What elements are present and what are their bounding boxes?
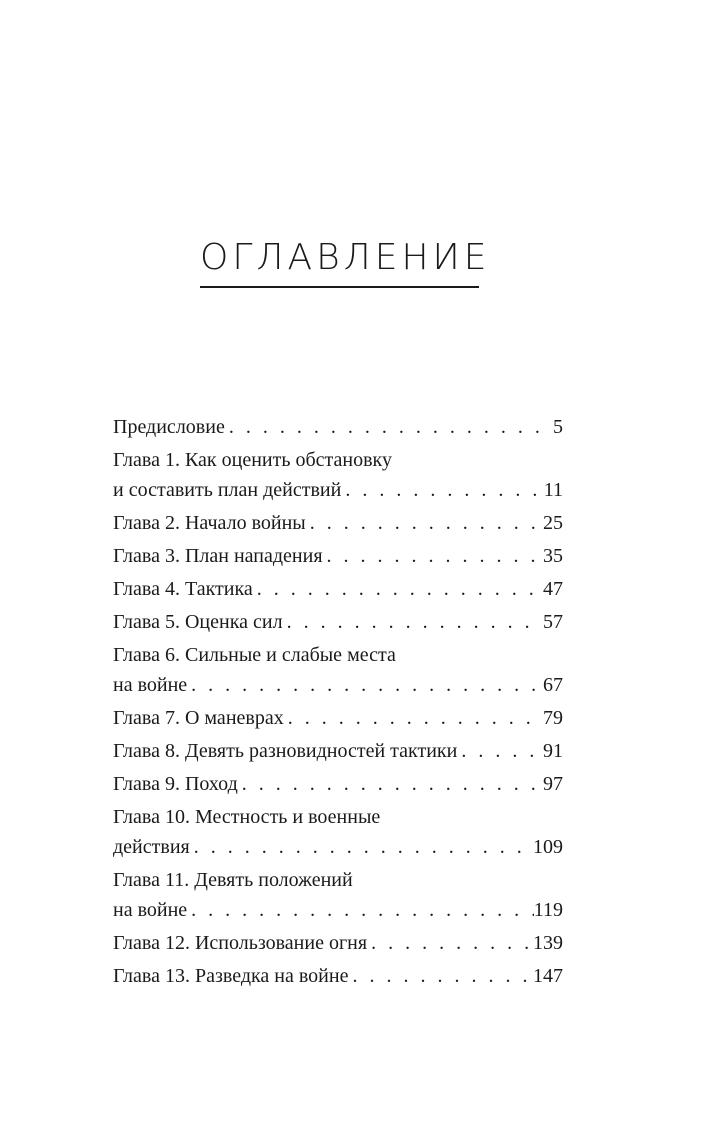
toc-entry-line [113, 769, 563, 799]
dot-leader [348, 961, 533, 991]
toc-entry-line [113, 574, 563, 604]
toc-entry-title: Глава 13. Разведка на войне [113, 965, 349, 987]
toc-entry [113, 541, 563, 571]
toc-entry [113, 574, 563, 604]
toc-entry [113, 769, 563, 799]
dot-leader [190, 832, 533, 862]
toc-page-number: 97 [543, 773, 563, 795]
toc-entry-title: Глава 9. Поход [113, 773, 238, 795]
toc-entry [113, 640, 563, 700]
toc-entry-title: Глава 4. Тактика [113, 578, 253, 600]
toc-entry-title: и составить план действий [113, 479, 342, 501]
dot-leader [457, 736, 543, 766]
toc-entry [113, 802, 563, 862]
toc-entry [113, 928, 563, 958]
toc-entry-title: Глава 12. Использование огня [113, 932, 368, 954]
toc-page-number: 5 [553, 416, 563, 438]
dot-leader [306, 508, 543, 538]
toc-entry-title-line: Глава 6. Сильные и слабые места [113, 644, 396, 666]
toc-entry-title: Глава 7. О маневрах [113, 707, 284, 729]
dot-leader [187, 670, 543, 700]
toc-page-number: 25 [543, 512, 563, 534]
toc-entry-title: Глава 5. Оценка сил [113, 611, 283, 633]
toc-entry-title: Глава 8. Девять разновидностей тактики [113, 740, 458, 762]
toc-entry [113, 703, 563, 733]
toc-entry-line [113, 670, 563, 700]
toc-entry [113, 865, 563, 925]
dot-leader [238, 769, 543, 799]
toc-page-number: 79 [543, 707, 563, 729]
dot-leader [283, 607, 543, 637]
toc-page-number: 119 [533, 899, 563, 921]
toc-page-number: 147 [533, 965, 563, 987]
toc-entry [113, 445, 563, 505]
toc-page-number: 67 [543, 674, 563, 696]
toc-entry-line [113, 895, 563, 925]
toc-page-number: 91 [543, 740, 563, 762]
dot-leader [323, 541, 543, 571]
dot-leader [187, 895, 534, 925]
toc-page-number: 11 [543, 479, 563, 501]
toc-entry [113, 607, 563, 637]
toc-entry-line [113, 412, 563, 442]
toc-entry-title-line: Глава 11. Девять положений [113, 869, 353, 891]
toc-entry-title: на войне [113, 674, 188, 696]
dot-leader [367, 928, 533, 958]
toc-page-number: 57 [543, 611, 563, 633]
toc-entry-title: Предисловие [113, 416, 225, 438]
toc-entry-line [113, 703, 563, 733]
toc-entry [113, 961, 563, 991]
toc-page-number: 109 [533, 836, 563, 858]
toc-entry-line [113, 508, 563, 538]
toc-entry-line [113, 541, 563, 571]
toc-entry [113, 508, 563, 538]
toc-entry-title: на войне [113, 899, 188, 921]
toc-entry-title: действия [113, 836, 190, 858]
table-of-contents [113, 412, 563, 994]
toc-entry [113, 412, 563, 442]
toc-entry-title: Глава 2. Начало войны [113, 512, 306, 534]
toc-page-number: 139 [533, 932, 563, 954]
toc-entry-title: Глава 3. План нападения [113, 545, 323, 567]
toc-entry-title-line: Глава 10. Местность и военные [113, 806, 381, 828]
toc-entry-line [113, 607, 563, 637]
toc-page-number: 35 [543, 545, 563, 567]
toc-page-number: 47 [543, 578, 563, 600]
dot-leader [341, 475, 543, 505]
toc-entry-line [113, 736, 563, 766]
toc-entry-line [113, 961, 563, 991]
dot-leader [225, 412, 553, 442]
toc-entry [113, 736, 563, 766]
page-title: ОГЛАВЛЕНИЕ [200, 232, 479, 288]
dot-leader [284, 703, 543, 733]
toc-entry-line [113, 475, 563, 505]
toc-entry-line [113, 928, 563, 958]
dot-leader [253, 574, 543, 604]
toc-entry-line [113, 832, 563, 862]
toc-entry-title-line: Глава 1. Как оценить обстановку [113, 449, 392, 471]
